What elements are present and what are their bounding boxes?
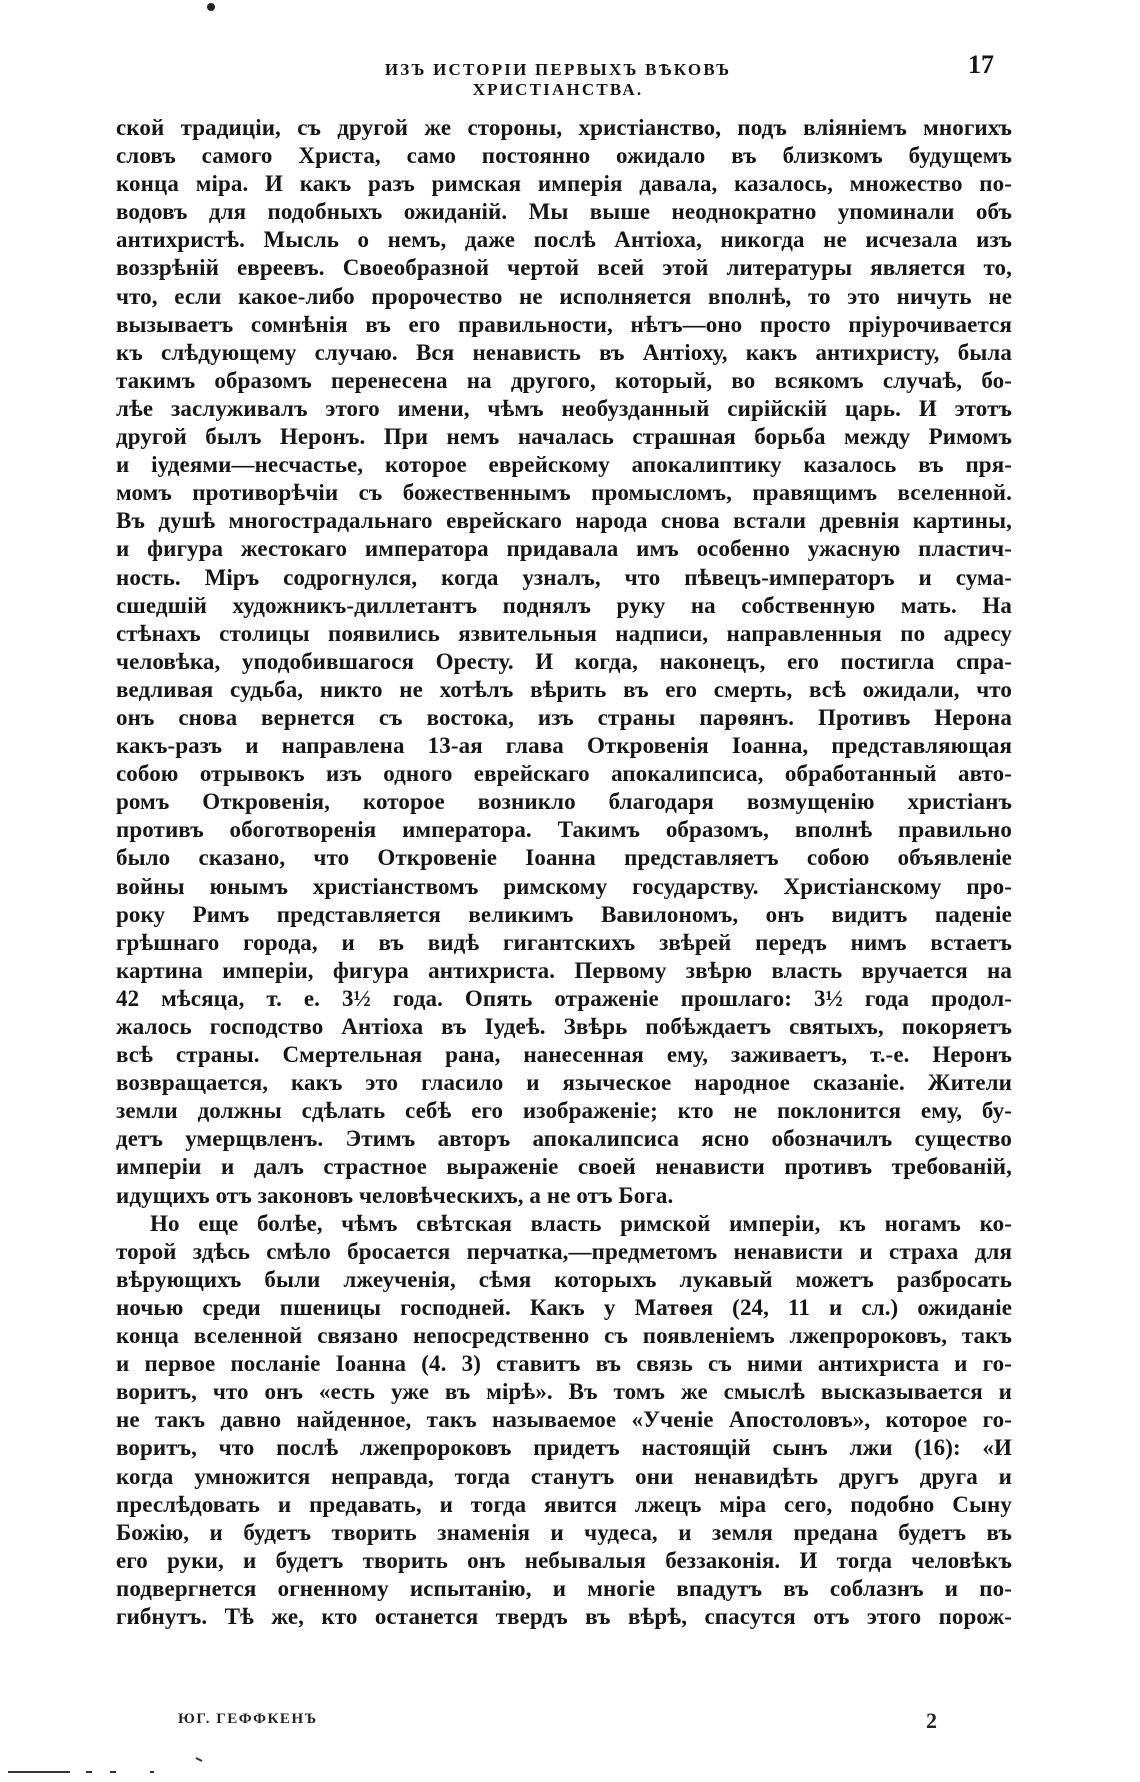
text-line: человѣка, уподобившагося Оресту. И когда, наконецъ, его постигла спра-	[116, 648, 1012, 674]
text-line: преслѣдовать и предавать, и тогда явится лжецъ міра сего, подобно Сыну	[116, 1491, 1012, 1517]
text-line: какъ-разъ и направлена 13-ая глава Откровенія Іоанна, представляющая	[116, 733, 1012, 759]
text-line: ность. Міръ содрогнулся, когда узналъ, что пѣвецъ-императоръ и сума-	[116, 564, 1012, 590]
signature-mark-number: 2	[926, 1708, 937, 1733]
text-line: конца міра. И какъ разъ римская имперія давала, казалось, множество по-	[116, 171, 1012, 197]
text-line: другой былъ Неронъ. При немъ началась страшная борьба между Римомъ	[116, 424, 1012, 450]
text-line: детъ умерщвленъ. Этимъ авторъ апокалипсиса ясно обозначилъ существо	[116, 1126, 1012, 1152]
page-number: 17	[968, 50, 994, 79]
text-line: Но еще болѣе, чѣмъ свѣтская власть римской имперіи, къ ногамъ ко-	[150, 1210, 1012, 1236]
text-line: и фигура жестокаго императора придавала имъ особенно ужасную пластич-	[116, 536, 1012, 562]
text-line: было сказано, что Откровеніе Іоанна представляетъ собою объявленіе	[116, 845, 1012, 871]
text-line: стѣнахъ столицы появились язвительныя надписи, направленныя по адресу	[116, 620, 1012, 646]
text-line: Божію, и будетъ творить знаменія и чудеса, и земля предана будетъ въ	[116, 1519, 1012, 1545]
text-line: грѣшнаго города, и въ видѣ гигантскихъ звѣрей передъ нимъ встаетъ	[116, 929, 1012, 955]
text-line: Въ душѣ многострадальнаго еврейскаго народа снова встали древнія картины,	[116, 508, 1012, 534]
text-line: къ слѣдующему случаю. Вся ненависть въ Антіоху, какъ антихристу, была	[116, 339, 1012, 365]
body-text	[116, 114, 1012, 1631]
ink-dot	[207, 3, 215, 11]
text-line: момъ противорѣчіи съ божественнымъ промысломъ, правящимъ вселенной.	[116, 480, 1012, 506]
text-line: торой здѣсь смѣло бросается перчатка,—предметомъ ненависти и страха для	[116, 1238, 1012, 1264]
text-line: имперіи и далъ страстное выраженіе своей ненависти противъ требованій,	[116, 1154, 1012, 1180]
text-line: року Римъ представляется великимъ Вавилономъ, онъ видитъ паденіе	[116, 901, 1012, 927]
text-line: воритъ, что онъ «есть уже въ мірѣ». Въ томъ же смыслѣ высказывается и	[116, 1379, 1012, 1405]
text-line: конца вселенной связано непосредственно съ появленіемъ лжепророковъ, такъ	[116, 1323, 1012, 1349]
text-line: картина имперіи, фигура антихриста. Первому звѣрю власть вручается на	[116, 957, 1012, 983]
text-line: воззрѣній евреевъ. Своеобразной чертой всей этой литературы является то,	[116, 255, 1012, 281]
text-line: ночью среди пшеницы господней. Какъ у Матѳея (24, 11 и сл.) ожиданіе	[116, 1294, 1012, 1320]
text-line: ской традиціи, съ другой же стороны, христіанство, подъ вліяніемъ многихъ	[116, 115, 1012, 140]
text-line: когда умножится неправда, тогда станутъ они ненавидѣть другъ друга и	[116, 1463, 1012, 1489]
signature-mark-author: ЮГ. ГЕФФКЕНЪ	[178, 1711, 318, 1727]
text-line: собою отрывокъ изъ одного еврейскаго апокалипсиса, обработанный авто-	[116, 761, 1012, 787]
text-line: ведливая судьба, никто не хотѣлъ вѣрить въ его смерть, всѣ ожидали, что	[116, 676, 1012, 702]
text-line: идущихъ отъ законовъ человѣческихъ, а не отъ Бога.	[116, 1182, 674, 1208]
text-line: жалось господство Антіоха въ Іудеѣ. Звѣрь побѣждаетъ святыхъ, покоряетъ	[116, 1014, 1012, 1039]
text-line: войны юнымъ христіанствомъ римскому государству. Христіанскому про-	[116, 873, 1012, 899]
text-line: возвращается, какъ это гласило и языческое народное сказаніе. Жители	[116, 1070, 1012, 1096]
text-line: водовъ для подобныхъ ожиданій. Мы выше неоднократно упоминали объ	[116, 199, 1012, 225]
text-line: 42 мѣсяца, т. е. 3½ года. Опять отраженіе прошлаго: 3½ года продол-	[116, 985, 1012, 1011]
text-line: и іудеями—несчастье, которое еврейскому апокалиптику казалось въ пря-	[116, 452, 1012, 478]
text-line: онъ снова вернется съ востока, изъ страны парѳянъ. Противъ Нерона	[116, 704, 1012, 730]
bottom-scan-marks	[0, 1752, 320, 1782]
text-line: земли должны сдѣлать себѣ его изображеніе; кто не поклонится ему, бу-	[116, 1098, 1012, 1124]
text-line: словъ самого Христа, само постоянно ожидало въ близкомъ будущемъ	[116, 143, 1012, 169]
text-line: не такъ давно найденное, такъ называемое «Ученіе Апостоловъ», которое го-	[116, 1407, 1012, 1433]
text-line: сшедшій художникъ-диллетантъ поднялъ руку на собственную мать. На	[116, 592, 1012, 618]
text-line: лѣе заслуживалъ этого имени, чѣмъ необузданный сирійскій царь. И этотъ	[116, 395, 1012, 421]
text-line: подвергнется огненному испытанію, и многіе впадутъ въ соблазнъ и по-	[116, 1575, 1012, 1601]
text-line: воритъ, что послѣ лжепророковъ придетъ настоящій сынъ лжи (16): «И	[116, 1435, 1012, 1461]
text-line: гибнутъ. Тѣ же, кто останется твердъ въ вѣрѣ, спасутся отъ этого порож-	[116, 1603, 1012, 1629]
text-line: антихристѣ. Мысль о немъ, даже послѣ Антіоха, никогда не исчезала изъ	[116, 227, 1012, 253]
text-line: его руки, и будетъ творить онъ небывалыя беззаконія. И тогда человѣкъ	[116, 1547, 1012, 1573]
text-line: такимъ образомъ перенесена на другого, который, во всякомъ случаѣ, бо-	[116, 367, 1012, 393]
running-header: ИЗЪ ИСТОРІИ ПЕРВЫХЪ ВѢКОВЪ ХРИСТІАНСТВА.	[384, 60, 732, 99]
text-line: вѣрующихъ были лжеученія, сѣмя которыхъ лукавый можетъ разбросать	[116, 1266, 1012, 1292]
text-line: вызываетъ сомнѣнія въ его правильности, нѣтъ—оно просто пріурочивается	[116, 311, 1012, 337]
text-line: всѣ страны. Смертельная рана, нанесенная ему, заживаетъ, т.-е. Неронъ	[116, 1042, 1012, 1068]
text-line: что, если какое-либо пророчество не исполняется вполнѣ, то это ничуть не	[116, 283, 1012, 309]
text-line: противъ обоготворенія императора. Такимъ образомъ, вполнѣ правильно	[116, 817, 1012, 843]
text-line: ромъ Откровенія, которое возникло благодаря возмущенію христіанъ	[116, 789, 1012, 815]
text-line: и первое посланіе Іоанна (4. 3) ставитъ въ связь съ ними антихриста и го-	[116, 1351, 1012, 1377]
